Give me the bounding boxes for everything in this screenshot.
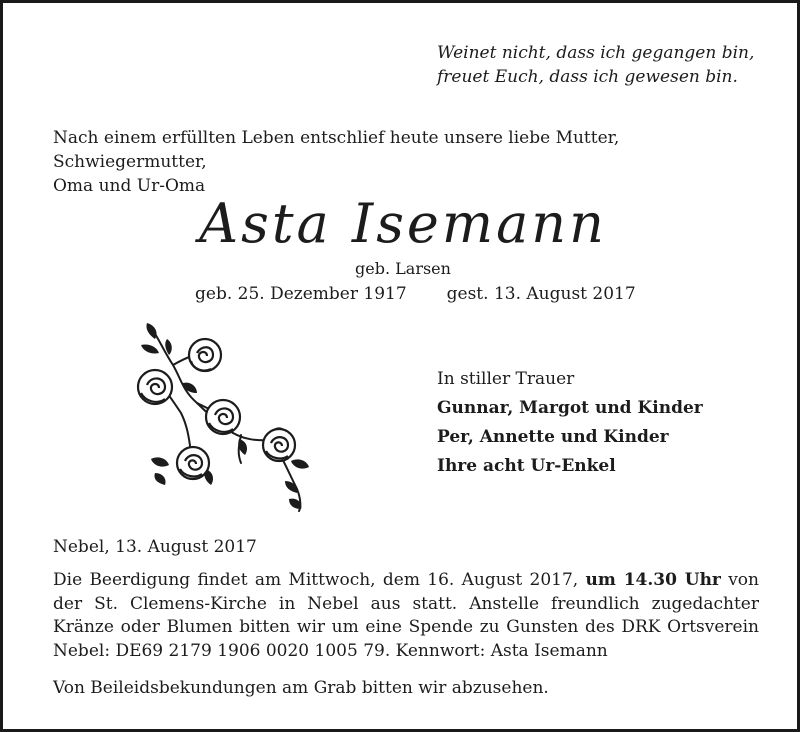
mourner-name: Per, Annette und Kinder [437, 427, 669, 447]
motto-line-2: freuet Euch, dass ich gewesen bin. [437, 67, 738, 87]
funeral-text-start: Die Beerdigung findet am Mittwoch, dem 16. August 2017, [53, 570, 586, 590]
mourners-block [437, 365, 767, 481]
mourner-name: Gunnar, Margot und Kinder [437, 398, 703, 418]
intro-text [53, 126, 763, 198]
condolence-note: Von Beileidsbekundungen am Grab bitten wir abzusehen. [53, 678, 549, 698]
death-date: gest. 13. August 2017 [446, 284, 636, 304]
deceased-name: Asta Isemann [199, 192, 607, 255]
motto-verse [437, 41, 767, 89]
motto-line-1: Weinet nicht, dass ich gegangen bin, [437, 43, 755, 63]
maiden-name: geb. Larsen [355, 259, 451, 278]
funeral-text-end: von der St. Clemens-Kirche in Nebel aus statt. Anstelle freundlich zugedachter Kränze oder Blumen bitten wir um eine Spende zu Gunsten des DRK Ortsverein Nebel: DE69 2179 1906 0020 1005 79. Kennwort: Asta Isemann [53, 570, 759, 661]
place-date: Nebel, 13. August 2017 [53, 537, 257, 557]
life-dates [195, 282, 635, 306]
intro-line-1: Nach einem erfüllten Leben entschlief heute unsere liebe Mutter, Schwiegermutter, [53, 128, 620, 172]
intro-line-2: Oma und Ur-Oma [53, 176, 206, 196]
mourner-name: Ihre acht Ur-Enkel [437, 456, 616, 476]
funeral-time: um 14.30 Uhr [585, 570, 721, 590]
funeral-notice [53, 569, 759, 663]
roses-icon [121, 313, 321, 519]
birth-date: geb. 25. Dezember 1917 [195, 284, 407, 304]
mourning-heading: In stiller Trauer [437, 369, 575, 389]
